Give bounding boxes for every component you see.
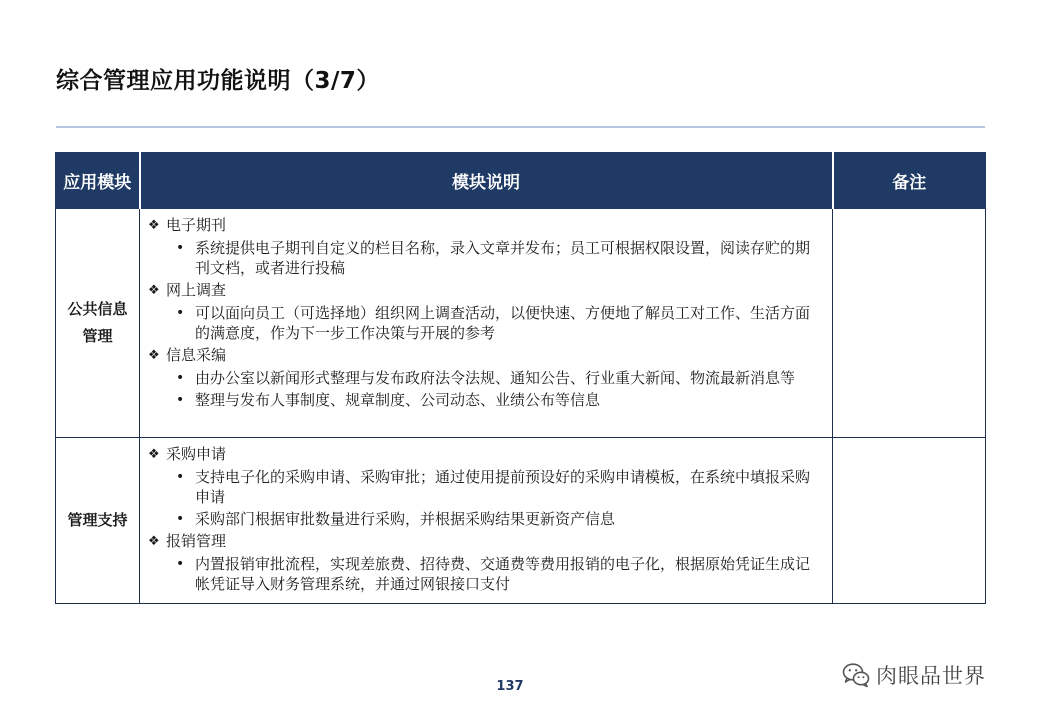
bullet-list: [148, 554, 822, 594]
section-heading-row: [148, 444, 822, 465]
diamond-bullet-icon: ❖: [148, 283, 160, 298]
bullet-dot-icon: •: [176, 556, 185, 572]
bullet-list: [148, 303, 822, 343]
diamond-bullet-icon: ❖: [148, 447, 160, 462]
bullet-list: [148, 238, 822, 278]
bullet-list: [148, 368, 822, 410]
section-heading: 网上调查: [166, 281, 227, 299]
wechat-icon: [842, 662, 870, 688]
note-cell: [833, 438, 986, 604]
watermark: [842, 660, 986, 690]
module-cell: [56, 209, 140, 438]
function-table-container: [55, 152, 985, 604]
section-heading-row: [148, 345, 822, 366]
table-row: [56, 438, 986, 604]
bullet-text: 可以面向员工（可选择地）组织网上调查活动，以便快速、方便地了解员工对工作、生活方面的满意度，作为下一步工作决策与开展的参考: [195, 304, 811, 342]
bullet-dot-icon: •: [176, 392, 185, 408]
header-description: 模块说明: [140, 153, 833, 209]
page-title: 综合管理应用功能说明（3/7）: [56, 68, 380, 94]
section-heading-row: [148, 280, 822, 301]
table-row: [56, 209, 986, 438]
diamond-bullet-icon: ❖: [148, 534, 160, 549]
section-heading: 采购申请: [166, 445, 227, 463]
list-item: [148, 303, 822, 343]
function-table: [55, 152, 986, 604]
bullet-dot-icon: •: [176, 370, 185, 386]
diamond-bullet-icon: ❖: [148, 218, 160, 233]
module-name: 公共信息管理: [67, 300, 128, 345]
section-purchase-request: [148, 444, 822, 529]
diamond-bullet-icon: ❖: [148, 348, 160, 363]
list-item: [148, 390, 822, 410]
bullet-text: 支持电子化的采购申请、采购审批；通过使用提前预设好的采购申请模板，在系统中填报采购申请: [195, 468, 811, 506]
table-header-row: [56, 153, 986, 209]
list-item: [148, 554, 822, 594]
bullet-text: 由办公室以新闻形式整理与发布政府法令法规、通知公告、行业重大新闻、物流最新消息等: [195, 369, 796, 387]
section-info-editing: [148, 345, 822, 410]
bullet-text: 内置报销审批流程，实现差旅费、招待费、交通费等费用报销的电子化，根据原始凭证生成记帐凭证导入财务管理系统，并通过网银接口支付: [195, 555, 811, 593]
page-number: 137: [496, 679, 524, 694]
section-heading-row: [148, 531, 822, 552]
list-item: [148, 368, 822, 388]
bullet-list: [148, 467, 822, 529]
section-online-survey: [148, 280, 822, 343]
bullet-text: 整理与发布人事制度、规章制度、公司动态、业绩公布等信息: [195, 391, 601, 409]
description-cell: [140, 209, 833, 438]
section-reimbursement: [148, 531, 822, 594]
watermark-text: 肉眼品世界: [876, 664, 986, 688]
title-divider: [56, 126, 985, 128]
note-cell: [833, 209, 986, 438]
section-electronic-journal: [148, 215, 822, 278]
list-item: [148, 238, 822, 278]
section-heading: 信息采编: [166, 346, 227, 364]
section-heading: 报销管理: [166, 532, 227, 550]
header-notes: 备注: [833, 153, 986, 209]
section-heading: 电子期刊: [166, 216, 227, 234]
module-name: 管理支持: [67, 511, 128, 529]
module-cell: [56, 438, 140, 604]
bullet-dot-icon: •: [176, 511, 185, 527]
bullet-text: 采购部门根据审批数量进行采购，并根据采购结果更新资产信息: [195, 510, 616, 528]
bullet-dot-icon: •: [176, 240, 185, 256]
bullet-text: 系统提供电子期刊自定义的栏目名称，录入文章并发布；员工可根据权限设置，阅读存贮的期刊文档，或者进行投稿: [195, 239, 811, 277]
header-module: 应用模块: [56, 153, 140, 209]
bullet-dot-icon: •: [176, 305, 185, 321]
section-heading-row: [148, 215, 822, 236]
bullet-dot-icon: •: [176, 469, 185, 485]
description-cell: [140, 438, 833, 604]
list-item: [148, 509, 822, 529]
list-item: [148, 467, 822, 507]
